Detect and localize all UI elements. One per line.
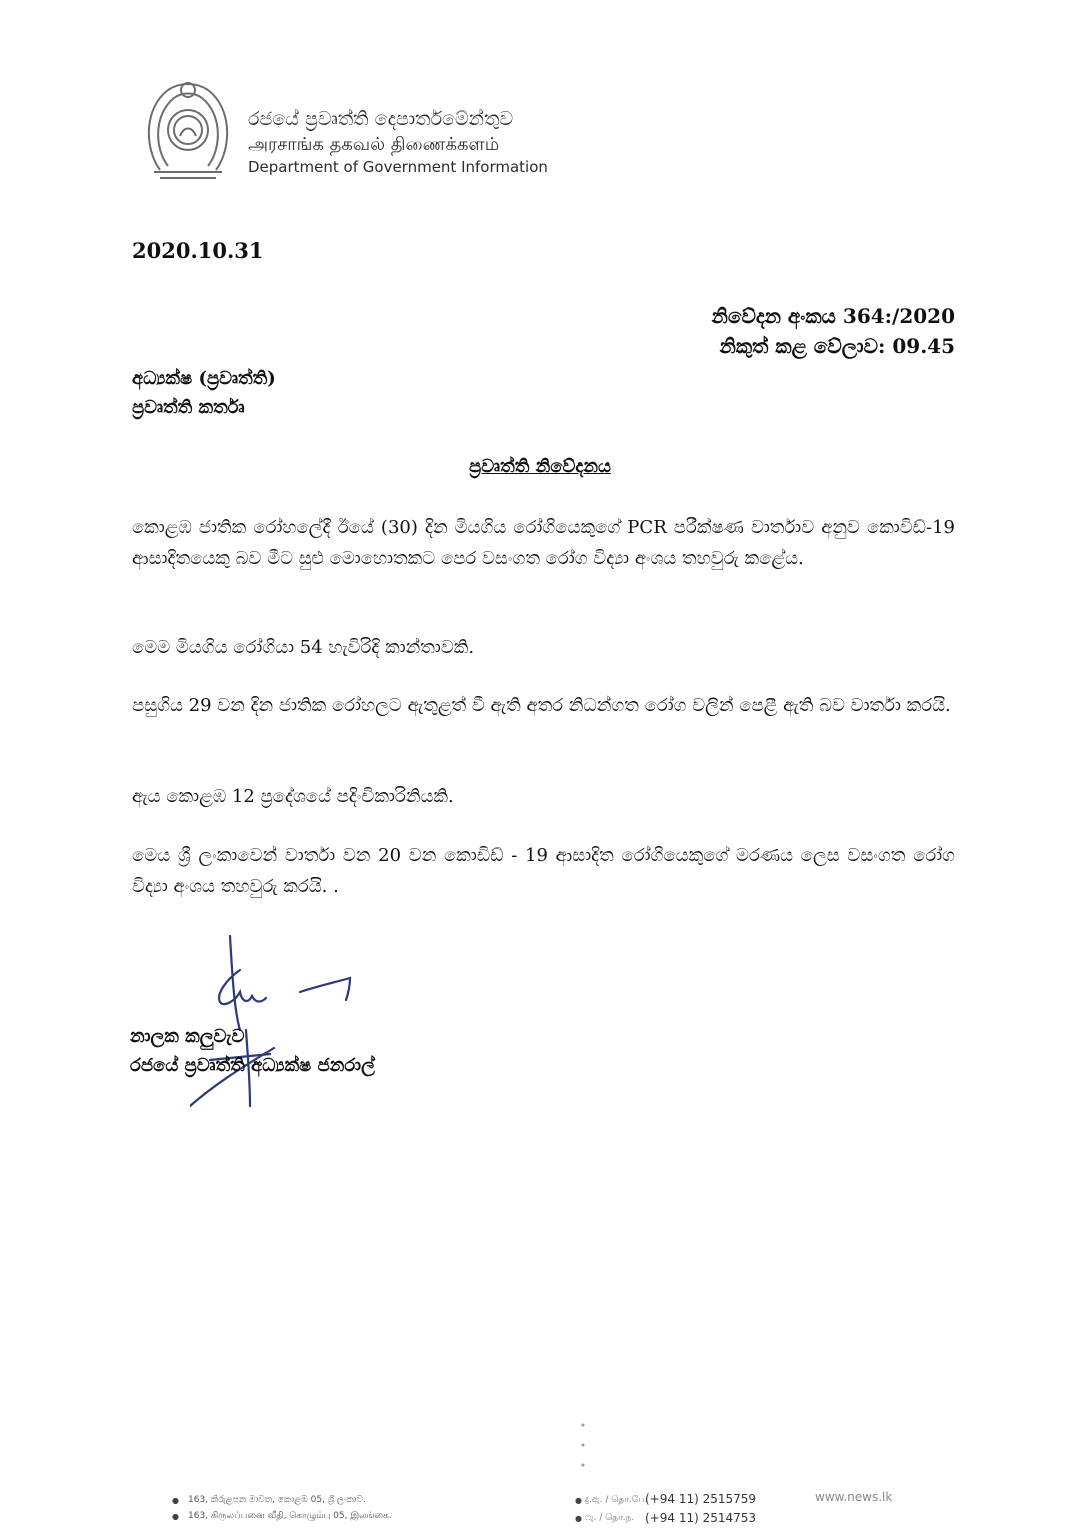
body-paragraph: පසුගිය 29 වන දින ජාතික රෝහලට ඇතුළත් වී ඇති අතර නිධන්ගත රෝග වලින් පෙළී ඇති බව වාර්තා කරයි. xyxy=(132,695,951,716)
release-date: 2020.10.31 xyxy=(132,238,264,263)
national-emblem-icon xyxy=(140,78,236,182)
department-name-english: Department of Government Information xyxy=(248,158,548,176)
divider-dots-icon xyxy=(580,1420,586,1490)
department-name-sinhala: රජයේ ප්‍රවෘත්ති දෙපාර්තමේන්තුව xyxy=(248,108,514,130)
footer xyxy=(0,1480,1080,1528)
body-paragraph: ඇය කොළඹ 12 ප්‍රදේශයේ පදිංචිකාරිනියකි. xyxy=(132,786,454,807)
bullet-icon: ● xyxy=(172,1496,179,1505)
handwritten-signature-icon xyxy=(190,930,370,1110)
bullet-icon: ● xyxy=(575,1496,582,1505)
department-name-tamil: அரசாங்க தகவல் திணைக்களம் xyxy=(248,134,500,155)
recipient-line-1: අධ්‍යක්ෂ (ප්‍රවෘත්ති) xyxy=(132,368,276,389)
bullet-icon: ● xyxy=(172,1512,179,1521)
signatory-name: නාලක කලුවැව xyxy=(130,1026,245,1047)
website-link[interactable]: www.news.lk xyxy=(815,1490,893,1504)
document-heading: ප්‍රවෘත්ති නිවේදනය xyxy=(469,456,611,477)
signatory-title: රජයේ ප්‍රවෘත්ති අධ්‍යක්ෂ ජනරාල් xyxy=(130,1055,375,1076)
body-paragraph: මෙය ශ්‍රී ලංකාවෙන් වාර්තා වන 20 වන කොඩිඩ් - 19 ආසාදිත රෝගියෙකුගේ මරණය ලෙස වසංගත රෝග විද්‍යා අංශය තහවුරු කරයි. . xyxy=(132,845,955,897)
recipient-line-2: ප්‍රවෘත්ති කර්තෘ xyxy=(132,397,245,418)
body-paragraph: මෙම මියගිය රෝගියා 54 හැවිරිදි කාන්තාවකි. xyxy=(132,637,475,658)
bullet-icon: ● xyxy=(575,1514,582,1523)
release-number: නිවේදන අංකය 364:/2020 xyxy=(711,304,955,328)
body-paragraph: කොළඹ ජාතික රෝහලේදී ඊයේ (30) දින මියගිය රෝගියෙකුගේ PCR පරීක්ෂණ වාර්තාව අනුව කොවිඩ්-19 ආසාදිතයෙකු බව මීට සුළු මොහොතකට පෙර වසංගත රෝග විද්‍යා අංශය තහවුරු කළේය. xyxy=(132,517,955,569)
footer-address-sinhala: 163, කිරුළපන මාවත, කොළඹ 05, ශ්‍රී ලංකාව. xyxy=(188,1495,366,1505)
fax-label: ෆැ. / தொ.ந. xyxy=(585,1513,635,1523)
footer-address-tamil: 163, கிருலப்பனை வீதி, கொழும்பு 05, இலங்கை. xyxy=(188,1511,392,1521)
letterhead xyxy=(140,78,580,188)
phone-label: දු.ඇ. / தொ.பே. xyxy=(585,1495,648,1505)
release-time: නිකුත් කළ වේලාව: 09.45 xyxy=(719,334,955,358)
phone-number: (+94 11) 2515759 xyxy=(645,1492,757,1506)
fax-number: (+94 11) 2514753 xyxy=(645,1511,757,1525)
